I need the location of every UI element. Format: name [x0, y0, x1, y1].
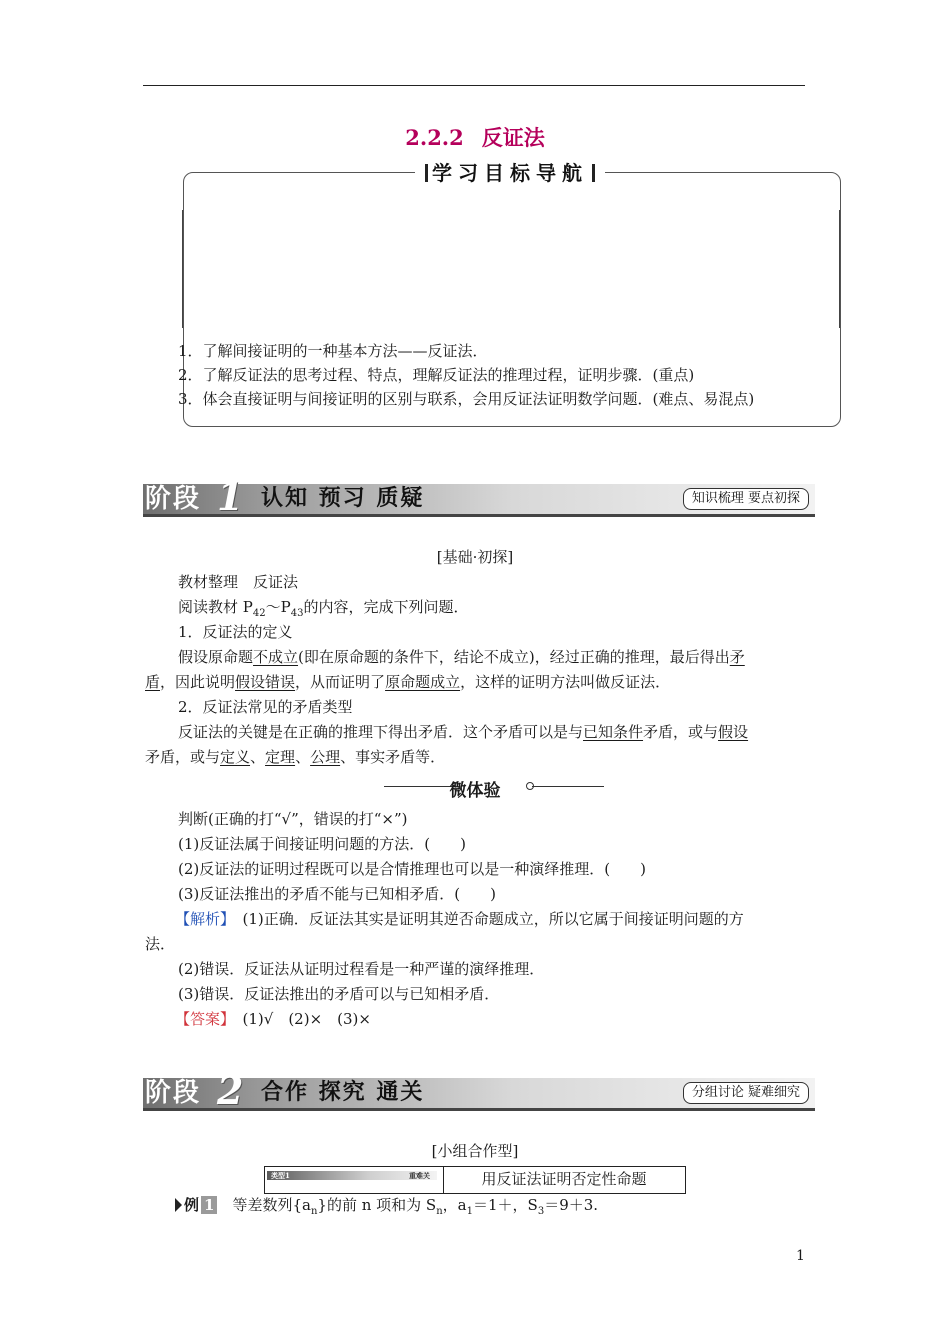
- answer-label: 【答案】: [175, 1010, 228, 1028]
- page-number: 1: [796, 1248, 805, 1264]
- definition-title: 1．反证法的定义: [178, 623, 293, 641]
- type-level: 重难关: [409, 1171, 430, 1180]
- definition-line-2: 盾，因此说明假设错误，从而证明了原命题成立，这样的证明方法叫做反证法．: [145, 673, 671, 691]
- stage-tag: 知识梳理 要点初探: [683, 488, 809, 510]
- stage-heading: 合作 探究 通关: [261, 1080, 425, 1105]
- stage-banner-1: [143, 474, 815, 519]
- stage-digit: 2: [217, 1068, 244, 1113]
- types-line-2: 矛盾，或与定义、定理、公理、事实矛盾等．: [145, 748, 446, 766]
- analysis-line-1: 【解析】 (1)正确．反证法其实是证明其逆否命题成立，所以它属于间接证明问题的方: [175, 910, 744, 928]
- objective-item: 3．体会直接证明与间接证明的区别与联系，会用反证法证明数学问题．(难点、易混点): [178, 390, 755, 408]
- example-label: 例: [184, 1196, 200, 1214]
- heading-bar-icon: [592, 164, 595, 182]
- answer-line: 【答案】 (1)√ (2)× (3)×: [175, 1010, 371, 1028]
- type-label: 类型1: [271, 1171, 290, 1180]
- subheading-basics: [基础·初探]: [436, 548, 514, 566]
- type-table: [264, 1166, 686, 1194]
- section-title: 反证法: [481, 125, 545, 150]
- definition-line-1: 假设原命题不成立(即在原命题的条件下，结论不成立)，经过正确的推理，最后得出矛: [178, 648, 745, 666]
- quiz-instruction: 判断(正确的打“√”，错误的打“×”): [178, 810, 408, 828]
- objectives-heading: 学习目标导航: [415, 157, 605, 186]
- objective-item: 1．了解间接证明的一种基本方法——反证法．: [178, 342, 488, 360]
- analysis-label: 【解析】: [175, 910, 228, 928]
- objectives-box-divider: [182, 210, 183, 328]
- objectives-box-divider: [839, 210, 840, 328]
- reading-line: 阅读教材 $P_{42}\sim P_{43}$的内容，完成下列问题．: [178, 598, 469, 619]
- example-1: 例 1 等差数列$\{a_n\}$的前 n 项和为 $S_n$，$a_1=1+$，$S_3=9+3$.: [175, 1194, 598, 1217]
- quiz-item: (2)反证法的证明过程既可以是合情推理也可以是一种演绎推理．( ): [178, 860, 646, 878]
- page-title: [0, 122, 950, 152]
- section-number: 2.2.2: [405, 125, 464, 150]
- stage-banner-2: [143, 1068, 815, 1113]
- example-number: 1: [201, 1196, 217, 1214]
- type-title: 用反证法证明否定性命题: [481, 1170, 647, 1188]
- quiz-item: (3)反证法推出的矛盾不能与已知相矛盾．( ): [178, 885, 496, 903]
- objective-item: 2．了解反证法的思考过程、特点，理解反证法的推理过程，证明步骤．(重点): [178, 366, 695, 384]
- types-line-1: 反证法的关键是在正确的推理下得出矛盾．这个矛盾可以是与已知条件矛盾，或与假设: [178, 723, 749, 741]
- analysis-line-4: (3)错误．反证法推出的矛盾可以与已知相矛盾．: [178, 985, 500, 1003]
- top-rule: [143, 85, 805, 86]
- subheading-group: [小组合作型]: [431, 1142, 519, 1160]
- stage-digit: 1: [217, 474, 244, 519]
- heading-bar-icon: [425, 164, 428, 182]
- stage-label: 阶段: [145, 1078, 202, 1108]
- quiz-item: (1)反证法属于间接证明问题的方法．( ): [178, 835, 466, 853]
- types-title: 2．反证法常见的矛盾类型: [178, 698, 353, 716]
- quiz-heading: 微体验: [449, 781, 501, 801]
- stage-heading: 认知 预习 质疑: [261, 486, 425, 511]
- analysis-line-2: 法．: [145, 935, 176, 953]
- stage-label: 阶段: [145, 484, 202, 514]
- analysis-line-3: (2)错误．反证法从证明过程看是一种严谨的演绎推理．: [178, 960, 545, 978]
- triangle-right-icon: [175, 1198, 182, 1212]
- stage-tag: 分组讨论 疑难细究: [683, 1082, 809, 1104]
- divider-line: [532, 786, 604, 787]
- material-title: 教材整理 反证法: [178, 573, 299, 591]
